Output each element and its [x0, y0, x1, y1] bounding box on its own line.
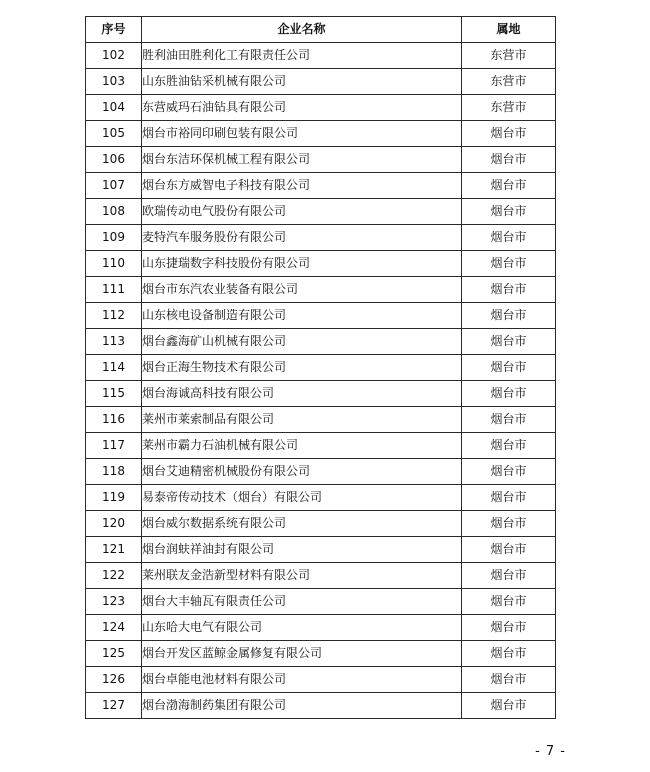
table-header-row — [86, 17, 556, 43]
row-enterprise-name: 烟台艾迪精密机械股份有限公司 — [142, 459, 462, 485]
row-region: 东营市 — [462, 69, 556, 95]
row-enterprise-name: 麦特汽车服务股份有限公司 — [142, 225, 462, 251]
header-enterprise-name: 企业名称 — [142, 17, 462, 43]
row-region: 烟台市 — [462, 537, 556, 563]
row-serial-number: 122 — [86, 563, 142, 589]
row-enterprise-name: 烟台海诚高科技有限公司 — [142, 381, 462, 407]
row-region: 烟台市 — [462, 459, 556, 485]
table-row — [86, 43, 556, 69]
row-serial-number: 114 — [86, 355, 142, 381]
row-enterprise-name: 烟台正海生物技术有限公司 — [142, 355, 462, 381]
row-serial-number: 125 — [86, 641, 142, 667]
row-region: 烟台市 — [462, 615, 556, 641]
row-region: 烟台市 — [462, 121, 556, 147]
table-row — [86, 615, 556, 641]
table-row — [86, 537, 556, 563]
table-row — [86, 667, 556, 693]
page-number: - 7 - — [535, 744, 566, 759]
row-enterprise-name: 莱州联友金浩新型材料有限公司 — [142, 563, 462, 589]
table-row — [86, 69, 556, 95]
row-region: 烟台市 — [462, 173, 556, 199]
row-enterprise-name: 山东核电设备制造有限公司 — [142, 303, 462, 329]
row-enterprise-name: 烟台东洁环保机械工程有限公司 — [142, 147, 462, 173]
row-region: 烟台市 — [462, 199, 556, 225]
row-serial-number: 103 — [86, 69, 142, 95]
table-row — [86, 147, 556, 173]
row-enterprise-name: 烟台鑫海矿山机械有限公司 — [142, 329, 462, 355]
row-serial-number: 121 — [86, 537, 142, 563]
row-serial-number: 120 — [86, 511, 142, 537]
row-serial-number: 108 — [86, 199, 142, 225]
row-region: 烟台市 — [462, 251, 556, 277]
row-serial-number: 109 — [86, 225, 142, 251]
table-row — [86, 485, 556, 511]
table-row — [86, 355, 556, 381]
row-serial-number: 123 — [86, 589, 142, 615]
row-serial-number: 119 — [86, 485, 142, 511]
row-region: 烟台市 — [462, 381, 556, 407]
row-enterprise-name: 莱州市莱索制品有限公司 — [142, 407, 462, 433]
row-region: 烟台市 — [462, 693, 556, 719]
table-row — [86, 511, 556, 537]
header-serial-number: 序号 — [86, 17, 142, 43]
row-serial-number: 116 — [86, 407, 142, 433]
row-enterprise-name: 烟台威尔数据系统有限公司 — [142, 511, 462, 537]
row-region: 烟台市 — [462, 355, 556, 381]
row-enterprise-name: 烟台市东汽农业装备有限公司 — [142, 277, 462, 303]
table-row — [86, 199, 556, 225]
row-enterprise-name: 山东哈大电气有限公司 — [142, 615, 462, 641]
row-region: 烟台市 — [462, 485, 556, 511]
table-row — [86, 95, 556, 121]
row-region: 烟台市 — [462, 511, 556, 537]
table-row — [86, 121, 556, 147]
row-region: 烟台市 — [462, 277, 556, 303]
row-region: 烟台市 — [462, 589, 556, 615]
table-row — [86, 563, 556, 589]
table-row — [86, 407, 556, 433]
row-enterprise-name: 烟台开发区蓝鲸金属修复有限公司 — [142, 641, 462, 667]
table-row — [86, 277, 556, 303]
table-row — [86, 251, 556, 277]
table-row — [86, 381, 556, 407]
table-row — [86, 433, 556, 459]
row-serial-number: 127 — [86, 693, 142, 719]
table-row — [86, 459, 556, 485]
row-enterprise-name: 东营威玛石油钻具有限公司 — [142, 95, 462, 121]
table-row — [86, 303, 556, 329]
row-region: 烟台市 — [462, 641, 556, 667]
row-enterprise-name: 烟台市裕同印刷包装有限公司 — [142, 121, 462, 147]
row-enterprise-name: 山东胜油钻采机械有限公司 — [142, 69, 462, 95]
row-serial-number: 110 — [86, 251, 142, 277]
row-region: 东营市 — [462, 95, 556, 121]
row-enterprise-name: 烟台润蚨祥油封有限公司 — [142, 537, 462, 563]
row-enterprise-name: 胜利油田胜利化工有限责任公司 — [142, 43, 462, 69]
header-region: 属地 — [462, 17, 556, 43]
table-body — [86, 43, 556, 719]
row-enterprise-name: 欧瑞传动电气股份有限公司 — [142, 199, 462, 225]
row-enterprise-name: 莱州市霸力石油机械有限公司 — [142, 433, 462, 459]
row-serial-number: 112 — [86, 303, 142, 329]
row-region: 烟台市 — [462, 225, 556, 251]
row-enterprise-name: 烟台渤海制药集团有限公司 — [142, 693, 462, 719]
row-region: 烟台市 — [462, 433, 556, 459]
table-row — [86, 641, 556, 667]
row-enterprise-name: 烟台大丰轴瓦有限责任公司 — [142, 589, 462, 615]
row-serial-number: 126 — [86, 667, 142, 693]
row-region: 烟台市 — [462, 303, 556, 329]
row-serial-number: 107 — [86, 173, 142, 199]
row-serial-number: 118 — [86, 459, 142, 485]
row-serial-number: 102 — [86, 43, 142, 69]
row-serial-number: 106 — [86, 147, 142, 173]
row-serial-number: 113 — [86, 329, 142, 355]
row-region: 烟台市 — [462, 407, 556, 433]
row-region: 烟台市 — [462, 667, 556, 693]
row-enterprise-name: 烟台卓能电池材料有限公司 — [142, 667, 462, 693]
table-row — [86, 173, 556, 199]
table-row — [86, 225, 556, 251]
row-region: 烟台市 — [462, 147, 556, 173]
row-serial-number: 124 — [86, 615, 142, 641]
row-serial-number: 105 — [86, 121, 142, 147]
row-serial-number: 117 — [86, 433, 142, 459]
row-region: 烟台市 — [462, 563, 556, 589]
table-row — [86, 693, 556, 719]
row-serial-number: 104 — [86, 95, 142, 121]
row-enterprise-name: 易泰帝传动技术（烟台）有限公司 — [142, 485, 462, 511]
row-serial-number: 115 — [86, 381, 142, 407]
row-serial-number: 111 — [86, 277, 142, 303]
row-enterprise-name: 山东捷瑞数字科技股份有限公司 — [142, 251, 462, 277]
row-enterprise-name: 烟台东方威智电子科技有限公司 — [142, 173, 462, 199]
enterprise-table — [85, 16, 556, 719]
row-region: 烟台市 — [462, 329, 556, 355]
row-region: 东营市 — [462, 43, 556, 69]
table-row — [86, 329, 556, 355]
table-row — [86, 589, 556, 615]
